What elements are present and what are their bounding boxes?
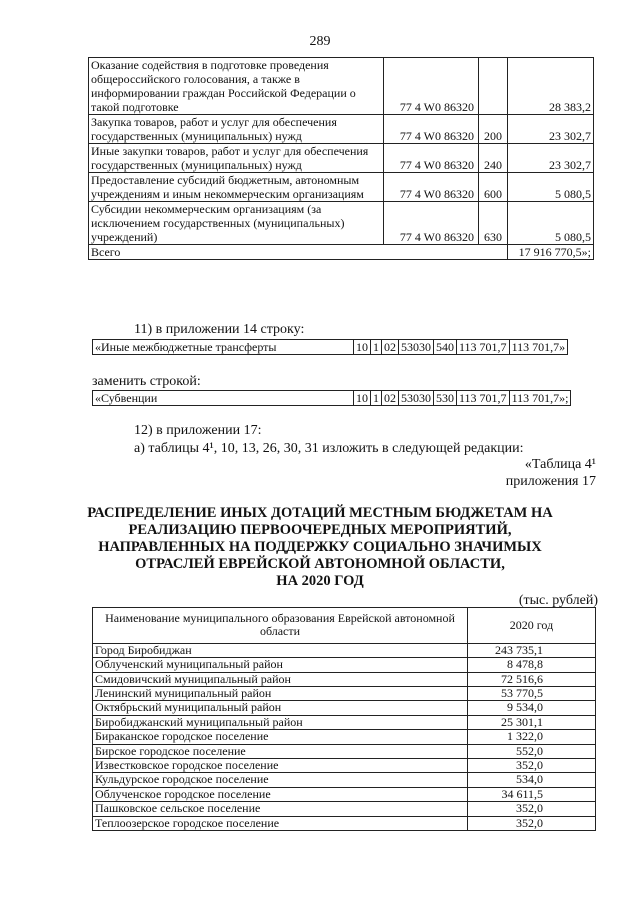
- table-row: [93, 759, 596, 773]
- municipality-name: Октябрьский муниципальный район: [93, 701, 468, 715]
- row-new-name: «Субвенции: [93, 391, 354, 406]
- municipality-name: Ленинский муниципальный район: [93, 687, 468, 701]
- municipality-name: Бирское городское поселение: [93, 744, 468, 758]
- table-ref: «Таблица 4¹: [524, 457, 596, 472]
- header-municipality: Наименование муниципального образования Еврейской автономной области: [93, 608, 468, 644]
- municipality-value: 534,0: [468, 773, 596, 787]
- title-line: РЕАЛИЗАЦИЮ ПЕРВООЧЕРЕДНЫХ МЕРОПРИЯТИЙ,: [128, 522, 512, 538]
- cell-code: 77 4 W0 86320: [384, 173, 479, 202]
- table-row: [93, 701, 596, 715]
- cell-code: 53030: [399, 340, 434, 355]
- cell-amount: 23 302,7: [508, 144, 594, 173]
- cell-code: 10: [354, 340, 371, 355]
- municipality-name: Теплоозерское городское поселение: [93, 816, 468, 830]
- cell-amount: 113 701,7»: [509, 340, 568, 355]
- row-old-name: «Иные межбюджетные трансферты: [93, 340, 354, 355]
- cell-amount: 23 302,7: [508, 115, 594, 144]
- table-row: [93, 658, 596, 672]
- municipality-name: Смидовичский муниципальный район: [93, 672, 468, 686]
- cell-code: 77 4 W0 86320: [384, 58, 479, 115]
- table-row: [93, 802, 596, 816]
- cell-vr: 240: [479, 144, 508, 173]
- row-new-table: [92, 390, 571, 406]
- municipality-value: 352,0: [468, 759, 596, 773]
- table-row: [89, 144, 594, 173]
- municipality-value: 243 735,1: [468, 643, 596, 657]
- budget-table: [88, 57, 594, 260]
- municipality-value: 552,0: [468, 744, 596, 758]
- municipality-name: Облученский муниципальный район: [93, 658, 468, 672]
- cell-code: 77 4 W0 86320: [384, 202, 479, 245]
- table-row: [89, 58, 594, 115]
- cell-code: 10: [354, 391, 371, 406]
- cell-code: 77 4 W0 86320: [384, 115, 479, 144]
- cell-amount: 5 080,5: [508, 202, 594, 245]
- total-row: [89, 245, 594, 260]
- title-line: РАСПРЕДЕЛЕНИЕ ИНЫХ ДОТАЦИЙ МЕСТНЫМ БЮДЖЕТАМ НА: [87, 505, 553, 521]
- title-line: ОТРАСЛЕЙ ЕВРЕЙСКОЙ АВТОНОМНОЙ ОБЛАСТИ,: [135, 556, 505, 572]
- title-line: НА 2020 ГОД: [276, 573, 364, 589]
- distribution-title: [0, 505, 640, 590]
- cell-code: 53030: [399, 391, 434, 406]
- replace-text: заменить строкой:: [92, 374, 201, 389]
- cell-amount: 113 701,7: [457, 391, 510, 406]
- municipality-name: Город Биробиджан: [93, 643, 468, 657]
- cell-vr: 200: [479, 115, 508, 144]
- municipality-name: Биробиджанский муниципальный район: [93, 715, 468, 729]
- cell-name: Предоставление субсидий бюджетным, автономным учреждениям и иным некоммерческим организациям: [89, 173, 384, 202]
- paragraph-11: 11) в приложении 14 строку:: [134, 322, 305, 337]
- distribution-table: [92, 607, 596, 831]
- table-row: [89, 173, 594, 202]
- table-row: [93, 787, 596, 801]
- cell-amount: 5 080,5: [508, 173, 594, 202]
- table-row: [93, 672, 596, 686]
- cell-code: 77 4 W0 86320: [384, 144, 479, 173]
- municipality-value: 9 534,0: [468, 701, 596, 715]
- appendix-ref: приложения 17: [505, 474, 596, 489]
- table-row: [93, 816, 596, 830]
- municipality-name: Пашковское сельское поселение: [93, 802, 468, 816]
- cell-vr: 630: [479, 202, 508, 245]
- municipality-value: 352,0: [468, 802, 596, 816]
- cell-vr: 600: [479, 173, 508, 202]
- cell-code: 02: [382, 340, 399, 355]
- cell-code: 540: [434, 340, 457, 355]
- municipality-value: 25 301,1: [468, 715, 596, 729]
- header-year: 2020 год: [468, 608, 596, 644]
- row-old-table: [92, 339, 568, 355]
- cell-vr: [479, 58, 508, 115]
- cell-name: Закупка товаров, работ и услуг для обеспечения государственных (муниципальных) нужд: [89, 115, 384, 144]
- cell-name: Оказание содействия в подготовке проведения общероссийского голосования, а также в информировании граждан Российской Федерации о такой подготовке: [89, 58, 384, 115]
- cell-code: 02: [382, 391, 399, 406]
- table-row: [93, 744, 596, 758]
- table-row: [93, 730, 596, 744]
- table-row: [93, 773, 596, 787]
- cell-name: Субсидии некоммерческим организациям (за исключением государственных (муниципальных) учреждений): [89, 202, 384, 245]
- municipality-name: Известковское городское поселение: [93, 759, 468, 773]
- table-row: [93, 391, 571, 406]
- municipality-name: Бираканское городское поселение: [93, 730, 468, 744]
- table-row: [89, 202, 594, 245]
- municipality-name: Кульдурское городское поселение: [93, 773, 468, 787]
- municipality-value: 34 611,5: [468, 787, 596, 801]
- table-row: [93, 643, 596, 657]
- cell-code: 1: [371, 340, 382, 355]
- municipality-value: 72 516,6: [468, 672, 596, 686]
- total-amount: 17 916 770,5»;: [508, 245, 594, 260]
- municipality-value: 1 322,0: [468, 730, 596, 744]
- title-line: НАПРАВЛЕННЫХ НА ПОДДЕРЖКУ СОЦИАЛЬНО ЗНАЧИМЫХ: [98, 539, 542, 555]
- cell-amount: 113 701,7: [457, 340, 510, 355]
- paragraph-12: 12) в приложении 17:: [134, 423, 262, 438]
- cell-code: 530: [434, 391, 457, 406]
- cell-name: Иные закупки товаров, работ и услуг для обеспечения государственных (муниципальных) нужд: [89, 144, 384, 173]
- municipality-value: 8 478,8: [468, 658, 596, 672]
- table-row: [93, 340, 568, 355]
- cell-code: 1: [371, 391, 382, 406]
- table-row: [93, 687, 596, 701]
- table-row: [89, 115, 594, 144]
- total-label: Всего: [89, 245, 508, 260]
- municipality-value: 352,0: [468, 816, 596, 830]
- page-number: 289: [309, 34, 331, 49]
- table-row: [93, 715, 596, 729]
- municipality-value: 53 770,5: [468, 687, 596, 701]
- paragraph-12a: а) таблицы 4¹, 10, 13, 26, 30, 31 изложить в следующей редакции:: [134, 441, 524, 456]
- cell-amount: 113 701,7»;: [509, 391, 571, 406]
- municipality-name: Облученское городское поселение: [93, 787, 468, 801]
- units-label: (тыс. рублей): [518, 593, 598, 608]
- cell-amount: 28 383,2: [508, 58, 594, 115]
